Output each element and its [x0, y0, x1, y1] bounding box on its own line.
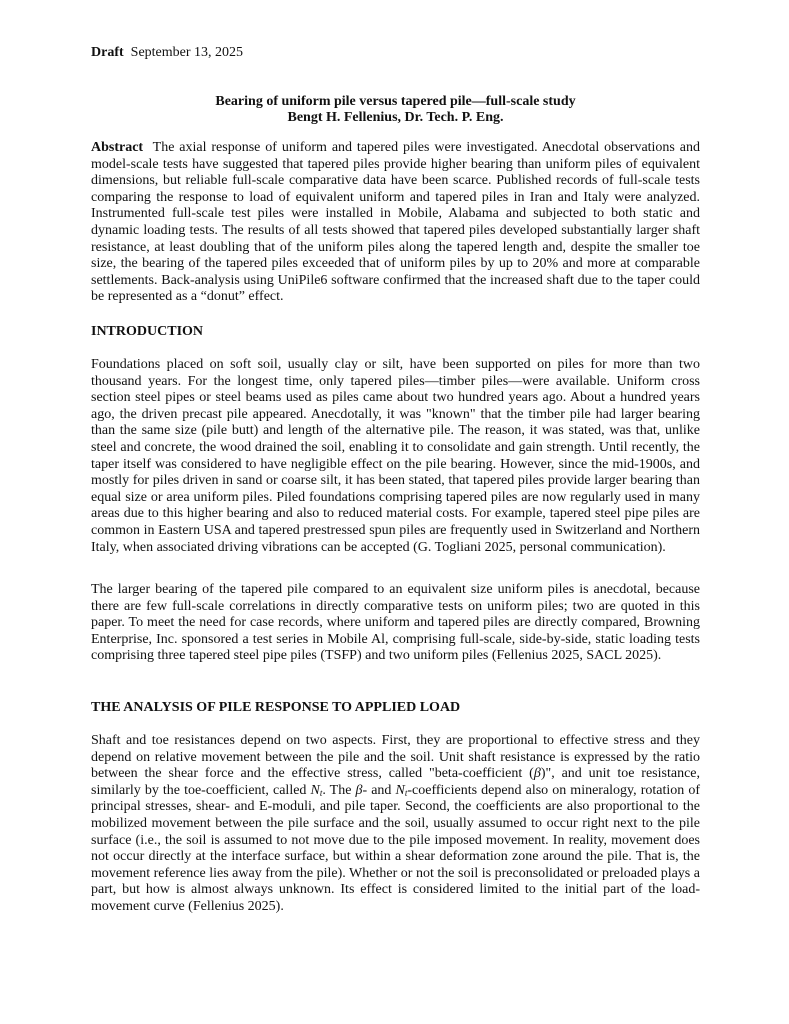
paper-author: Bengt H. Fellenius, Dr. Tech. P. Eng. — [287, 110, 504, 125]
title-block — [91, 94, 700, 126]
analysis-paragraph-1 — [91, 733, 700, 916]
text-run: -coefficients depend also on mineralogy, rotation of principal stresses, shear- and E-moduli, and pile taper. Second, the coefficients are also proportional to the mobilized movement between the pile surface and the soil, usually assumed to occur right next to the pile surface (i.e., the soil is assumed to not move due to the pile imposed movement. In reality, movement does not occur directly at the interface surface, but within a shear deformation zone around the pile. That is, the movement reference lies away from the pile). Whether or not the soil is preconsolidated or preloaded plays a part, but how is almost always unknown. Its effect is considered limited to the initial part of the load-movement curve (Fellenius 2025). — [91, 782, 700, 914]
beta-symbol: β — [533, 766, 541, 782]
draft-header — [91, 45, 243, 61]
abstract — [91, 140, 700, 306]
text-run: - and — [362, 782, 396, 798]
intro-paragraph-2: The larger bearing of the tapered pile compared to an equivalent size uniform piles is anecdotal, because there are few full-scale correlations in directly comparative tests on uniform piles; two are quoted in this paper. To meet the need for case records, where uniform and tapered piles are directly compared, Browning Enterprise, Inc. sponsored a test series in Mobile Al, comprising full-scale, side-by-side, static loading tests comprising three tapered steel pipe piles (TSFP) and two uniform piles (Fellenius 2025, SACL 2025). — [91, 582, 700, 664]
text-run: Shaft and toe resistances depend on two aspects. First, they are proportional to effective stress and they depend on relative movement between the pile and the soil. Unit shaft resistance is expressed by the ratio between the shear force and the effective stress, called "beta-coefficient ( — [91, 733, 700, 782]
beta-symbol: β — [355, 782, 363, 798]
nt-base: N — [395, 782, 405, 798]
abstract-label: Abstract — [91, 140, 144, 155]
nt-sub: t — [319, 787, 323, 798]
text-run: )", and unit toe resistance, similarly by the toe-coefficient, called — [91, 766, 700, 798]
section-heading-introduction: INTRODUCTION — [91, 324, 204, 339]
text-run: . The — [322, 782, 356, 798]
intro-paragraph-1: Foundations placed on soft soil, usually clay or silt, have been supported on piles for more than two thousand years. For the longest time, only tapered piles—timber piles—were available. Uniform cross section steel pipes or steel beams used as piles came about two hundred years ago. About a hundred years ago, the driven precast pile appeared. Anecdotally, it was "known" that the timber pile had larger bearing than the same size (pile butt) and length of the alternative pile. The reason, it was stated, was that, unlike steel and concrete, the wood drained the soil, enabling it to consolidate and gain strength. Until recently, the taper itself was considered to have negligible effect on the pile bearing. However, since the mid-1900s, and mostly for piles driven in sand or coarse silt, it has been stated, that tapered piles provide larger bearing than equal size or area uniform piles. Piled foundations comprising tapered piles are now regularly used in many areas due to this higher bearing and also to reduced material costs. For example, tapered steel pipe piles are common in Eastern USA and tapered prestressed spun piles are frequently used in Switzerland and Northern Italy, when associated driving vibrations can be accepted (G. Togliani 2025, personal communication). — [91, 357, 700, 555]
nt-symbol — [396, 783, 408, 798]
paper-title: Bearing of uniform pile versus tapered pile—full-scale study — [215, 94, 576, 109]
nt-sub: t — [404, 787, 408, 798]
abstract-text: The axial response of uniform and tapered piles were investigated. Anecdotal observations and model-scale tests have suggested that tapered piles provide higher bearing than uniform piles of equivalent dimensions, but reliable full-scale comparative data have been scarce. Published records of full-scale tests comparing the response to load of equivalent uniform and tapered piles in Iran and Italy were analyzed. Instrumented full-scale test piles were installed in Mobile, Alabama and subjected to both static and dynamic loading tests. The results of all tests showed that tapered piles developed substantially larger shaft resistance, at least doubling that of the uniform piles along the tapered length and, despite the smaller toe size, the bearing of the tapered piles exceeded that of uniform piles by up to 20% and more at comparable settlements. Back-analysis using UniPile6 software confirmed that the increased shaft due to the taper could be represented as a “donut” effect. — [91, 140, 700, 305]
draft-date: September 13, 2025 — [130, 45, 244, 60]
nt-base: N — [310, 782, 320, 798]
section-heading-analysis: THE ANALYSIS OF PILE RESPONSE TO APPLIED LOAD — [91, 700, 461, 715]
draft-label: Draft — [91, 45, 124, 60]
nt-symbol — [310, 783, 322, 798]
